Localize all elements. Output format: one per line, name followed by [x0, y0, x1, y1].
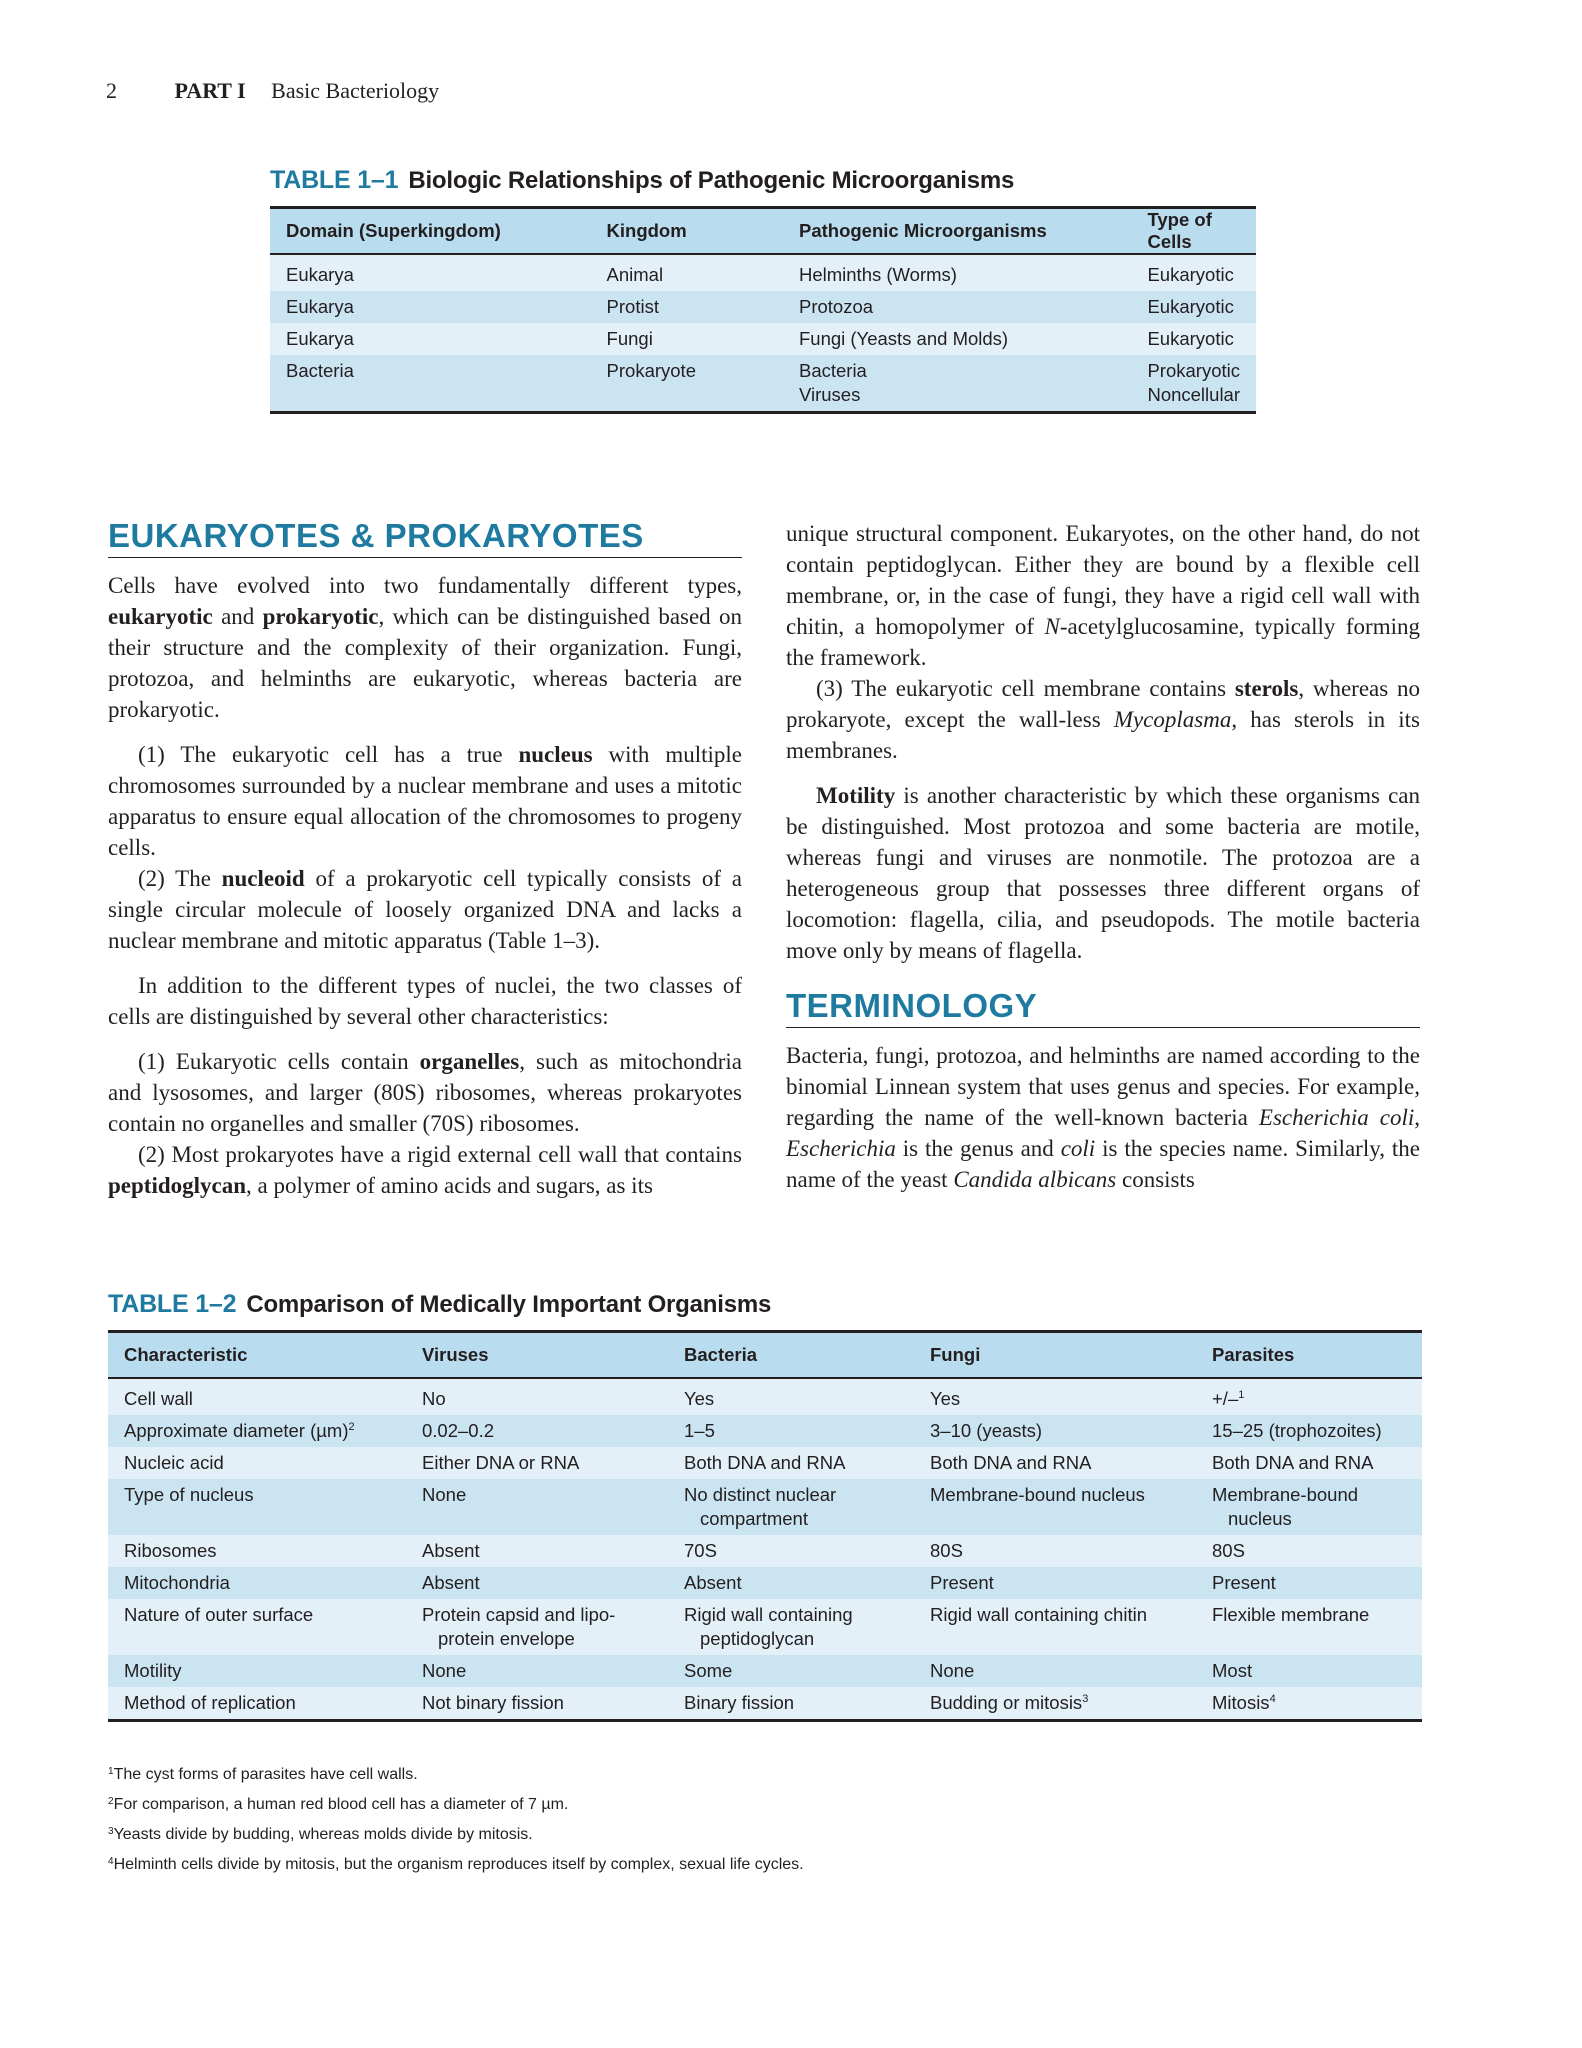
table-cell: Flexible membrane [1212, 1604, 1370, 1625]
paragraph: In addition to the different types of nuclei, the two classes of cells are distinguished by several other characteristics: [108, 973, 742, 1029]
table-cell: Eukaryotic [1147, 296, 1234, 317]
part-label: PART I [174, 78, 246, 103]
paragraph: unique structural component. Eukaryotes, on the other hand, do not contain peptidoglycan. Either they are bound by a flexible cell membrane, or, in the case of fungi, they have a rigid cell wall with chitin, a homopolymer of N-acetylglucosamine, typically forming the framework. [786, 521, 1420, 670]
table-cell: Both DNA and RNA [684, 1452, 846, 1473]
table-cell: Most [1212, 1660, 1253, 1681]
table-row [108, 1447, 1422, 1479]
paragraph: (2) Most prokaryotes have a rigid external cell wall that contains peptidoglycan, a polymer of amino acids and sugars, as its [108, 1142, 742, 1198]
table-cell: Eukarya [286, 328, 354, 349]
table-cell: Protein capsid and lipo- protein envelope [422, 1604, 616, 1649]
table-cell: No [422, 1388, 446, 1409]
table1-header-row [270, 208, 1256, 255]
table-cell: Nucleic acid [124, 1452, 224, 1473]
table-cell: Eukaryotic [1147, 328, 1234, 349]
table2-footnotes [108, 1760, 1108, 1880]
table-row [108, 1599, 1422, 1655]
table-cell: No distinct nuclear compartment [684, 1484, 837, 1529]
footnote-mark: 3 [1082, 1693, 1089, 1705]
table-cell: Membrane-bound nucleus [1212, 1484, 1359, 1529]
page-number: 2 [106, 78, 117, 103]
table-cell: Not binary fission [406, 1687, 668, 1721]
table-row [270, 291, 1256, 323]
table-cell: 3–10 (yeasts) [930, 1420, 1043, 1441]
table2-header-row [108, 1332, 1422, 1379]
table-cell: Either DNA or RNA [422, 1452, 580, 1473]
table-cell: Eukarya [286, 264, 354, 285]
table1-number: TABLE 1–1 [270, 166, 399, 194]
section-heading-eukaryotes: EUKARYOTES & PROKARYOTES [108, 520, 742, 558]
table-row [270, 355, 1256, 383]
table-cell: Absent [422, 1572, 480, 1593]
table-row [270, 383, 1256, 413]
table-cell: Yes [684, 1388, 715, 1409]
table-row [108, 1535, 1422, 1567]
table-row [108, 1567, 1422, 1599]
table-cell: Absent [684, 1572, 742, 1593]
paragraph: (1) The eukaryotic cell has a true nucleus with multiple chromosomes surrounded by a nuclear membrane and uses a mitotic apparatus to ensure equal allocation of the chromosomes to progeny cells. [108, 742, 742, 860]
table-cell [270, 383, 591, 413]
left-column [108, 517, 743, 1201]
table-cell: None [930, 1660, 975, 1681]
table-cell: Cell wall [124, 1388, 193, 1409]
table2-caption: Comparison of Medically Important Organisms [246, 1291, 772, 1318]
table-cell: Bacteria [798, 360, 867, 381]
table-cell: Prokaryotic [1147, 360, 1240, 381]
table-cell: Eukaryotic [1147, 264, 1234, 285]
table-cell: Motility [124, 1660, 182, 1681]
table-cell: Method of replication [108, 1687, 406, 1721]
table-cell: Animal [606, 264, 664, 285]
paragraph: (2) The nucleoid of a prokaryotic cell typically consists of a single circular molecule of loosely organized DNA and lacks a nuclear membrane and mitotic apparatus (Table 1–3). [108, 866, 742, 953]
footnote-mark: 1 [1238, 1389, 1245, 1401]
running-header [106, 78, 439, 104]
table-cell: Prokaryote [606, 360, 696, 381]
paragraph: Motility is another characteristic by which these organisms can be distinguished. Most protozoa and some bacteria are motile, whereas fungi and viruses are nonmotile. The protozoa are a heterogeneous group that possesses three different organs of locomotion: flagella, cilia, and pseudopods. The motile bacteria move only by means of flagella. [786, 783, 1420, 963]
footnote: $^4$Helminth cells divide by mitosis, but the organism reproduces itself by complex, sexual life cycles. [108, 1856, 804, 1873]
table-cell: Both DNA and RNA [1212, 1452, 1374, 1473]
table-cell: Budding or mitosis$^3$ [914, 1687, 1196, 1721]
table1 [270, 206, 1256, 414]
table-row [108, 1479, 1422, 1535]
table-cell: Nature of outer surface [124, 1604, 314, 1625]
table1-caption: Biologic Relationships of Pathogenic Microorganisms [408, 167, 1015, 194]
table-cell: Mitochondria [124, 1572, 230, 1593]
table-cell: Eukarya [286, 296, 354, 317]
table-cell: 0.02–0.2 [422, 1420, 495, 1441]
table-cell: Membrane-bound nucleus [930, 1484, 1145, 1505]
table-row [270, 254, 1256, 291]
table-cell: 80S [930, 1540, 963, 1561]
paragraph: Bacteria, fungi, protozoa, and helminths are named according to the binomial Linnean system that uses genus and species. For example, regarding the name of the well-known bacteria Escherichia coli, Escherichia is the genus and coli is the species name. Similarly, the name of the yeast Candida albicans consists [786, 1043, 1420, 1192]
table-row [108, 1687, 1422, 1721]
table-cell: Helminths (Worms) [798, 264, 957, 285]
table-cell: Fungi [606, 328, 653, 349]
table2-col-header: Parasites [1196, 1332, 1422, 1379]
table-row [270, 323, 1256, 355]
table-cell: Viruses [783, 383, 1131, 413]
table-cell: Some [684, 1660, 733, 1681]
footnote-mark: 4 [1269, 1693, 1276, 1705]
paragraph: (1) Eukaryotic cells contain organelles, such as mitochondria and lysosomes, and larger (80S) ribosomes, whereas prokaryotes contain no organelles and smaller (70S) ribosomes. [108, 1049, 742, 1136]
table2-col-header: Bacteria [668, 1332, 914, 1379]
part-title: Basic Bacteriology [271, 78, 440, 103]
table2 [108, 1330, 1422, 1722]
paragraph: Cells have evolved into two fundamentally different types, eukaryotic and prokaryotic, which can be distinguished based on their structure and the complexity of their organization. Fungi, protozoa, and helminths are eukaryotic, whereas bacteria are prokaryotic. [108, 573, 743, 722]
table-cell: None [422, 1660, 467, 1681]
table1-col-header: Domain (Superkingdom) [270, 208, 591, 255]
table-cell: Bacteria [286, 360, 354, 381]
section-heading-terminology: TERMINOLOGY [786, 990, 1420, 1028]
table1-col-header: Type of Cells [1131, 208, 1256, 255]
table-cell: 1–5 [684, 1420, 715, 1441]
table2-title [108, 1290, 771, 1319]
table-cell: Rigid wall containing chitin [930, 1604, 1147, 1625]
table-cell: Binary fission [668, 1687, 914, 1721]
table-cell: 70S [684, 1540, 717, 1561]
table-row [108, 1378, 1422, 1415]
table-cell: +/–$^1$ [1212, 1388, 1245, 1409]
table-cell: Noncellular [1131, 383, 1256, 413]
table-cell: Present [930, 1572, 994, 1593]
table-cell: Ribosomes [124, 1540, 217, 1561]
table-cell: Protozoa [798, 296, 874, 317]
footnote: $^2$For comparison, a human red blood cell has a diameter of 7 µm. [108, 1796, 569, 1813]
table-row [108, 1415, 1422, 1447]
footnote: $^3$Yeasts divide by budding, whereas molds divide by mitosis. [108, 1826, 533, 1843]
table-cell: Fungi (Yeasts and Molds) [798, 328, 1009, 349]
footnote: $^1$The cyst forms of parasites have cell walls. [108, 1766, 418, 1783]
table1-col-header: Pathogenic Microorganisms [783, 208, 1131, 255]
table-cell: Rigid wall containing peptidoglycan [684, 1604, 853, 1649]
table-cell: Yes [930, 1388, 961, 1409]
table1-title [270, 166, 1014, 195]
table2-number: TABLE 1–2 [108, 1290, 237, 1318]
table-cell: 80S [1212, 1540, 1245, 1561]
table-cell: Both DNA and RNA [930, 1452, 1092, 1473]
table-cell: Mitosis$^4$ [1196, 1687, 1422, 1721]
table-cell: Present [1212, 1572, 1276, 1593]
table2-col-header: Fungi [914, 1332, 1196, 1379]
right-column [786, 518, 1420, 1195]
table2-col-header: Characteristic [108, 1332, 406, 1379]
table-cell: Approximate diameter $(\mu m)^2$ [124, 1420, 355, 1441]
paragraph: (3) The eukaryotic cell membrane contains sterols, whereas no prokaryote, except the wall-less Mycoplasma, has sterols in its membranes. [786, 676, 1420, 763]
table1-col-header: Kingdom [591, 208, 783, 255]
table-cell: 15–25 (trophozoites) [1212, 1420, 1382, 1441]
table2-col-header: Viruses [406, 1332, 668, 1379]
table-cell: Absent [422, 1540, 480, 1561]
table-cell: None [422, 1484, 467, 1505]
table-cell: Protist [606, 296, 659, 317]
table-cell [591, 383, 783, 413]
table-cell: Type of nucleus [124, 1484, 254, 1505]
footnote-mark: 2 [348, 1421, 355, 1433]
table-row [108, 1655, 1422, 1687]
